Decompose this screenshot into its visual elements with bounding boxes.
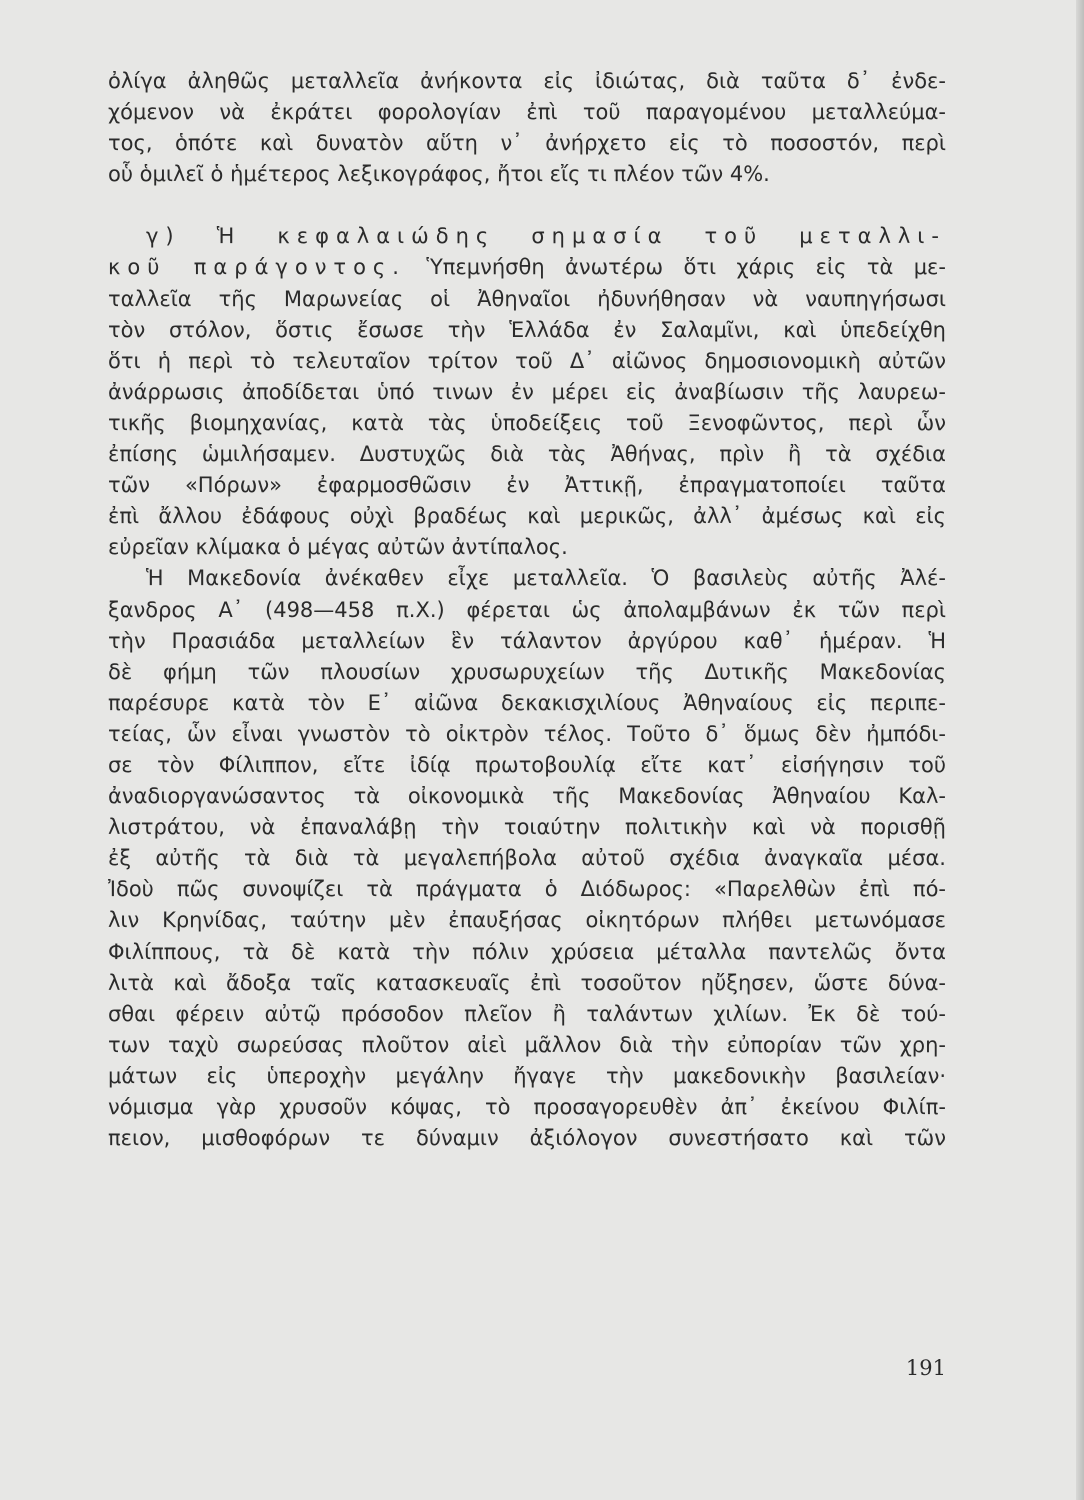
page-edge-shadow <box>1076 0 1084 1500</box>
text-line: παρέσυρε κατὰ τὸν Ε᾽ αἰῶνα δεκακισχιλίους Ἀθηναίους εἰς περιπε- <box>108 690 946 715</box>
text-line: ἐπίσης ὡμιλήσαμεν. Δυστυχῶς διὰ τὰς Ἀθήνας, πρὶν ἢ τὰ σχέδια <box>108 442 946 467</box>
text-line: σε τὸν Φίλιππον, εἴτε ἰδίᾳ πρωτοβουλίᾳ εἴτε κατ᾽ εἰσήγησιν τοῦ <box>108 752 946 777</box>
text-line: χόμενον νὰ ἐκράτει φορολογίαν ἐπὶ τοῦ παραγομένου μεταλλεύμα- <box>108 100 946 125</box>
text-line: τείας, ὧν εἶναι γνωστὸν τὸ οἰκτρὸν τέλος. Τοῦτο δ᾽ ὅμως δὲν ἠμπόδι- <box>108 721 946 746</box>
text-line: Φιλίππους, τὰ δὲ κατὰ τὴν πόλιν χρύσεια μέταλλα παντελῶς ὄντα <box>108 939 946 964</box>
text-line: τῶν «Πόρων» ἐφαρμοσθῶσιν ἐν Ἀττικῇ, ἐπραγματοποίει ταῦτα <box>108 473 946 498</box>
text-line: ὅτι ἡ περὶ τὸ τελευταῖον τρίτον τοῦ Δ᾽ αἰῶνος δημοσιονομικὴ αὐτῶν <box>108 348 946 373</box>
text-line: Ἰδοὺ πῶς συνοψίζει τὰ πράγματα ὁ Διόδωρος: «Παρελθὼν ἐπὶ πό- <box>108 877 946 902</box>
text-line: τικῆς βιομηχανίας, κατὰ τὰς ὑποδείξεις τοῦ Ξενοφῶντος, περὶ ὧν <box>108 410 946 435</box>
text-line: οὗ ὁμιλεῖ ὁ ἡμέτερος λεξικογράφος, ἤτοι εἴς τι πλέον τῶν 4%. <box>108 162 770 187</box>
text-fragment: Ὑπεμνήσθη ἀνωτέρω ὅτι χάρις εἰς τὰ με- <box>405 255 946 280</box>
text-line: εὐρεῖαν κλίμακα ὁ μέγας αὐτῶν ἀντίπαλος. <box>108 535 568 560</box>
text-line: μάτων εἰς ὑπεροχὴν μεγάλην ἤγαγε τὴν μακεδονικὴν βασιλείαν· <box>108 1063 946 1088</box>
text-line: λιστράτου, νὰ ἐπαναλάβῃ τὴν τοιαύτην πολιτικὴν καὶ νὰ πορισθῇ <box>108 815 946 840</box>
text-line <box>108 252 946 283</box>
section-heading-continued: κοῦ παράγοντος. <box>108 255 406 280</box>
text-line: σθαι φέρειν αὐτῷ πρόσοδον πλεῖον ἢ ταλάντων χιλίων. Ἐκ δὲ τού- <box>108 1001 946 1026</box>
text-line: λιν Κρηνίδας, ταύτην μὲν ἐπαυξήσας οἰκητόρων πλήθει μετωνόμασε <box>108 908 946 933</box>
text-line: των ταχὺ σωρεύσας πλοῦτον αἰεὶ μᾶλλον διὰ τὴν εὐπορίαν τῶν χρη- <box>108 1032 946 1057</box>
text-line: τὸν στόλον, ὅστις ἔσωσε τὴν Ἑλλάδα ἐν Σαλαμῖνι, καὶ ὑπεδείχθη <box>108 317 946 342</box>
section-heading: γ) Ἡ κεφαλαιώδης σημασία τοῦ μεταλλι- <box>146 224 946 249</box>
text-line: ὀλίγα ἀληθῶς μεταλλεῖα ἀνήκοντα εἰς ἰδιώτας, διὰ ταῦτα δ᾽ ἐνδε- <box>108 69 946 93</box>
text-line: τος, ὁπότε καὶ δυνατὸν αὕτη ν᾽ ἀνήρχετο εἰς τὸ ποσοστόν, περὶ <box>108 131 946 156</box>
text-line: ἀνάρρωσις ἀποδίδεται ὑπό τινων ἐν μέρει εἰς ἀναβίωσιν τῆς λαυρεω- <box>108 379 946 404</box>
text-line: δὲ φήμη τῶν πλουσίων χρυσωρυχείων τῆς Δυτικῆς Μακεδονίας <box>108 659 946 684</box>
section-heading-line <box>108 221 946 252</box>
paragraph-gap <box>108 190 946 221</box>
text-line: ἐπὶ ἄλλου ἐδάφους οὐχὶ βραδέως καὶ μερικῶς, ἀλλ᾽ ἀμέσως καὶ εἰς <box>108 504 946 529</box>
text-line: ἀναδιοργανώσαντος τὰ οἰκονομικὰ τῆς Μακεδονίας Ἀθηναίου Καλ- <box>108 784 946 809</box>
body-text <box>108 66 946 1154</box>
text-line: ταλλεῖα τῆς Μαρωνείας οἱ Ἀθηναῖοι ἠδυνήθησαν νὰ ναυπηγήσωσι <box>108 286 946 311</box>
text-line: τὴν Πρασιάδα μεταλλείων ἓν τάλαντον ἀργύρου καθ᾽ ἡμέραν. Ἡ <box>108 628 946 653</box>
text-line: πειον, μισθοφόρων τε δύναμιν ἀξιόλογον συνεστήσατο καὶ τῶν <box>108 1126 946 1151</box>
text-line: λιτὰ καὶ ἄδοξα ταῖς κατασκευαῖς ἐπὶ τοσοῦτον ηὔξησεν, ὥστε δύνα- <box>108 970 946 995</box>
text-line: ἐξ αὐτῆς τὰ διὰ τὰ μεγαλεπήβολα αὐτοῦ σχέδια ἀναγκαῖα μέσα. <box>108 846 946 871</box>
page-number: 191 <box>905 1356 946 1380</box>
text-line: Ἡ Μακεδονία ἀνέκαθεν εἶχε μεταλλεῖα. Ὁ βασιλεὺς αὐτῆς Ἀλέ- <box>146 566 946 591</box>
text-line: νόμισμα γὰρ χρυσοῦν κόψας, τὸ προσαγορευθὲν ἀπ᾽ ἐκείνου Φιλίπ- <box>108 1095 946 1119</box>
text-line: ξανδρος Α᾽ (498—458 π.Χ.) φέρεται ὡς ἀπολαμβάνων ἐκ τῶν περὶ <box>108 597 946 622</box>
